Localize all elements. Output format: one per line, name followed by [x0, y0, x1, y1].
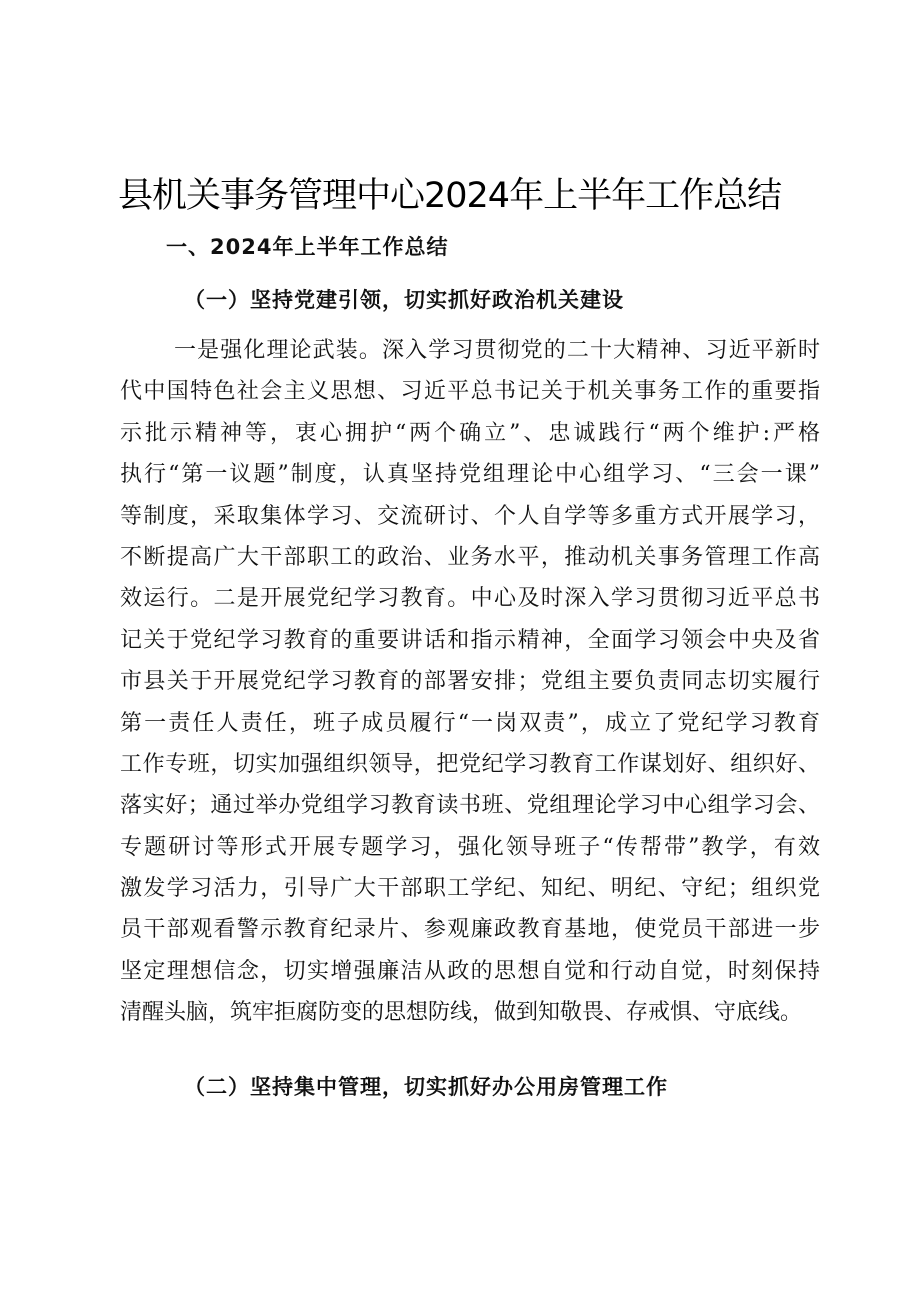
- subsection-heading: （一）坚持党建引领，切实抓好政治机关建设: [184, 288, 624, 312]
- paragraph-line: 激发学习活力，引导广大干部职工学纪、知纪、明纪、守纪；组织党: [120, 876, 820, 902]
- paragraph-line: 一是强化理论武装。深入学习贯彻党的二十大精神、习近平新时: [174, 338, 820, 363]
- body-paragraph: [120, 330, 820, 1034]
- paragraph-line: 不断提高广大干部职工的政治、业务水平，推动机关事务管理工作高: [120, 544, 820, 570]
- paragraph-line: 执行“第一议题”制度，认真坚持党组理论中心组学习、“三会一课”: [120, 462, 820, 488]
- subsection-heading: （二）坚持集中管理，切实抓好办公用房管理工作: [184, 1075, 668, 1099]
- paragraph-line: 员干部观看警示教育纪录片、参观廉政教育基地，使党员干部进一步: [120, 917, 820, 943]
- paragraph-line: 清醒头脑，筑牢拒腐防变的思想防线，做到知敬畏、存戒惧、守底线。: [120, 1000, 803, 1026]
- paragraph-line: 代中国特色社会主义思想、习近平总书记关于机关事务工作的重要指: [120, 379, 820, 405]
- paragraph-line: 市县关于开展党纪学习教育的部署安排；党组主要负责同志切实履行: [120, 669, 820, 695]
- paragraph-line: 示批示精神等，衷心拥护“两个确立”、忠诚践行“两个维护:严格: [120, 420, 820, 446]
- paragraph-line: 坚定理想信念，切实增强廉洁从政的思想自觉和行动自觉，时刻保持: [120, 958, 820, 984]
- paragraph-line: 记关于党纪学习教育的重要讲话和指示精神，全面学习领会中央及省: [120, 627, 820, 653]
- paragraph-line: 第一责任人责任，班子成员履行“一岗双责”，成立了党纪学习教育: [120, 710, 820, 736]
- paragraph-line: 等制度，采取集体学习、交流研讨、个人自学等多重方式开展学习，: [120, 503, 820, 529]
- paragraph-line: 工作专班，切实加强组织领导，把党纪学习教育工作谋划好、组织好、: [120, 751, 820, 777]
- paragraph-line: 专题研讨等形式开展专题学习，强化领导班子“传帮带”教学，有效: [120, 834, 820, 860]
- section-heading: 一、2024年上半年工作总结: [166, 235, 449, 259]
- paragraph-line: 落实好；通过举办党组学习教育读书班、党组理论学习中心组学习会、: [120, 793, 820, 819]
- document-title: 县机关事务管理中心2024年上半年工作总结: [118, 176, 782, 216]
- paragraph-line: 效运行。二是开展党纪学习教育。中心及时深入学习贯彻习近平总书: [120, 586, 820, 612]
